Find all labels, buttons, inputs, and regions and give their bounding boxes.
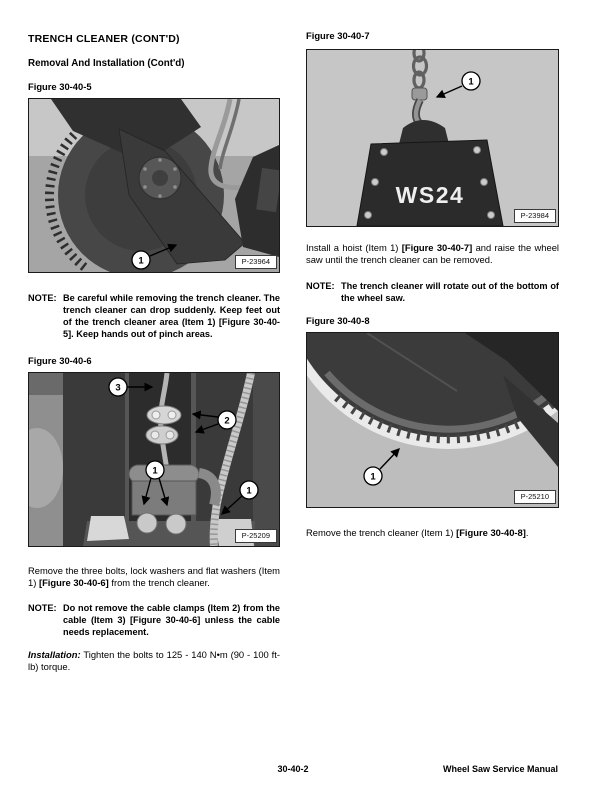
figure-5-photo [28, 98, 280, 273]
plate-model-text: WS24 [395, 182, 465, 208]
paragraph-installation [28, 649, 280, 673]
svg-text:2: 2 [224, 415, 230, 427]
svg-text:1: 1 [468, 76, 474, 88]
svg-text:1: 1 [138, 255, 144, 267]
figure-7-photo [306, 49, 559, 227]
note-text: Do not remove the cable clamps (Item 2) from the cable (Item 3) [Figure 30-40-6] unless the cable needs replacement. [63, 603, 280, 637]
paragraph-text: Install a hoist (Item 1) [306, 242, 402, 253]
manual-title: Wheel Saw Service Manual [442, 764, 558, 774]
left-column [28, 0, 280, 686]
section-title: TRENCH CLEANER (CONT'D) [28, 33, 180, 45]
right-column [306, 0, 559, 552]
page-number: 30-40-2 [277, 764, 309, 774]
figure-reference: [Figure 30-40-8] [456, 527, 526, 538]
photo-id-label: P-23964 [235, 255, 277, 270]
photo-id-label: P-25209 [235, 529, 277, 544]
note-text: Be careful while removing the trench cleaner. The trench cleaner can drop suddenly. Keep feet out of the trench cleaner area (Item 1) [Figure 30-40-5]. Keep hands out of pinch areas. [63, 293, 280, 339]
paragraph-text: and raise the wheel saw until the trench cleaner can be removed. [306, 242, 559, 265]
note-text: The trench cleaner will rotate out of the bottom of the wheel saw. [341, 281, 559, 303]
figure-8-caption: Figure 30-40-8 [306, 315, 370, 326]
subsection-title: Removal And Installation (Cont'd) [28, 58, 185, 69]
paragraph-text: Tighten the bolts to 125 - 140 N•m (90 - 100 ft-lb) torque. [28, 649, 280, 672]
paragraph-text: from the trench cleaner. [108, 577, 210, 588]
page-footer [28, 764, 558, 778]
trench-cleaner-rim-illustration [307, 333, 558, 507]
paragraph-text: . [525, 527, 529, 538]
figure-6-photo [28, 372, 280, 547]
paragraph-remove-bolts [28, 565, 280, 589]
note-label: NOTE: [28, 293, 57, 303]
figure-5-caption: Figure 30-40-5 [28, 81, 92, 92]
paragraph-install-hoist [306, 242, 559, 266]
note-caution-removal [28, 292, 280, 340]
note-label: NOTE: [28, 603, 57, 613]
trench-cleaner-saw-illustration [29, 99, 279, 272]
installation-label: Installation: [28, 649, 81, 660]
svg-text:1: 1 [370, 471, 376, 483]
note-cable-clamps [28, 602, 280, 638]
svg-text:1: 1 [246, 485, 252, 497]
figure-8-photo [306, 332, 559, 508]
note-rotate [306, 280, 559, 304]
paragraph-remove-cleaner [306, 527, 559, 539]
photo-id-label: P-23984 [514, 209, 556, 224]
hoist-hook-illustration [307, 50, 558, 226]
svg-text:3: 3 [115, 382, 121, 394]
paragraph-text: Remove the three bolts, lock washers and flat washers (Item 1) [28, 565, 280, 588]
cable-clamp-illustration [29, 373, 279, 546]
figure-6-caption: Figure 30-40-6 [28, 355, 92, 366]
paragraph-text: Remove the trench cleaner (Item 1) [306, 527, 457, 538]
figure-7-caption: Figure 30-40-7 [306, 30, 370, 41]
figure-reference: [Figure 30-40-6] [38, 577, 109, 588]
figure-reference: [Figure 30-40-7] [401, 242, 473, 253]
photo-id-label: P-25210 [514, 490, 556, 505]
svg-text:1: 1 [152, 465, 158, 477]
note-label: NOTE: [306, 281, 335, 291]
